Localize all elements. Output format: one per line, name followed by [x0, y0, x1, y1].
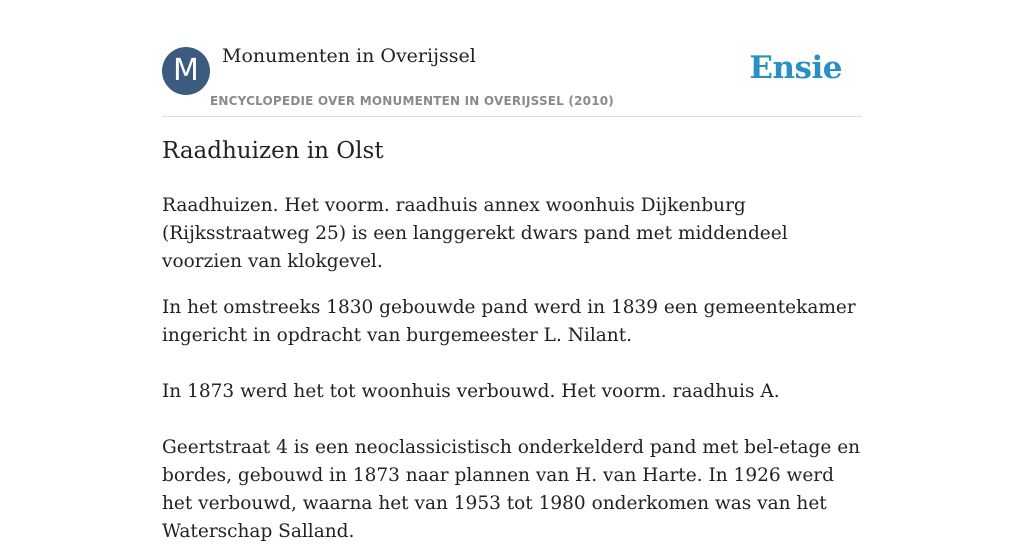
source-subtitle: ENCYCLOPEDIE OVER MONUMENTEN IN OVERIJSSEL (2010) [210, 94, 614, 108]
page-container [162, 0, 862, 542]
article-paragraph: Geertstraat 4 is een neoclassicistisch onderkelderd pand met bel-etage en bordes, gebouwd in 1873 naar plannen van H. van Harte. In 1926 werd het verbouwd, waarna het van 1953 tot 1980 onderkomen was van het Waterschap Salland. [162, 437, 861, 542]
article-paragraph: In het omstreeks 1830 gebouwde pand werd in 1839 een gemeentekamer ingericht in opdracht van burgemeester L. Nilant. [162, 297, 856, 346]
article-paragraph: In 1873 werd het tot woonhuis verbouwd. Het voorm. raadhuis A. [162, 381, 780, 402]
source-header [162, 0, 862, 117]
ensie-logo[interactable]: Ensie [749, 50, 842, 86]
article-paragraph: Raadhuizen. Het voorm. raadhuis annex woonhuis Dijkenburg (Rijksstraatweg 25) is een langgerekt dwars pand met middendeel voorzien van klokgevel. [162, 195, 788, 272]
source-title[interactable]: Monumenten in Overijssel [222, 45, 476, 67]
article-title: Raadhuizen in Olst [162, 138, 384, 164]
source-avatar[interactable]: M [162, 47, 210, 95]
article-body [162, 192, 862, 546]
